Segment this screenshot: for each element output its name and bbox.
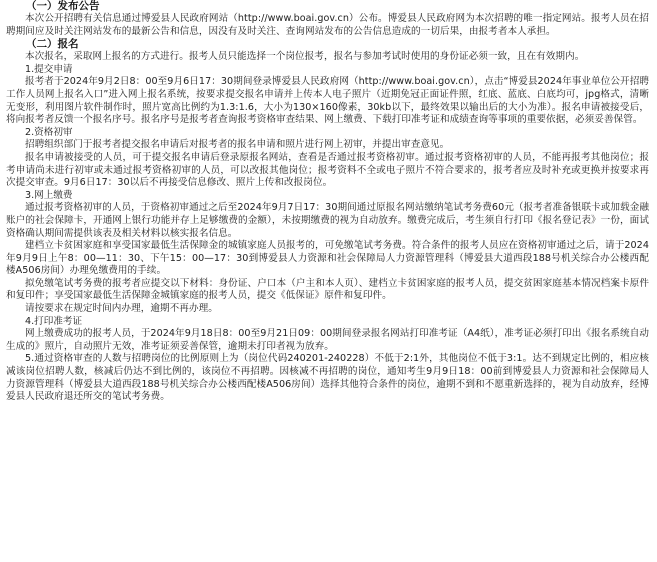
step-1	[6, 64, 649, 127]
section1-body: 本次公开招聘有关信息通过博爱县人民政府网站（http://www.boai.gov.cn）公布。博爱县人民政府网为本次招聘的唯一指定网站。报考人员在招聘期间应及时关注网站发布的最新公告和信息，因没有及时关注、查询网站发布的公告信息造成的一切后果，由报考者本人承担。	[6, 13, 649, 37]
step-1-paragraph-1: 报考者于2024年9月2日8：00至9月6日17：30期间登录博爱县人民政府网（http://www.boai.gov.cn），点击“博爱县2024年事业单位公开招聘工作人员网上报名入口”进入网上报名系统，按要求提交报名申请并上传本人电子照片（近期免冠正面证件照，红底、蓝底、白底均可，jpg格式，清晰无变形，利用图片软件制作时，照片宽高比例约为1.3:1.6，大小为130×160像素，30kb以下，最终效果以输出后的大小为准）。报名申请被接受后，将向报考者反馈一个报名序号。报名序号是报考者查询报考资格审查结果、网上缴费、下载打印准考证和成绩查询等事项的重要依据，必须妥善保管。	[6, 76, 649, 126]
step-3	[6, 190, 649, 316]
step-2-paragraph-2: 报名申请被接受的人员，可于提交报名申请后登录原报名网站，查看是否通过报考资格初审。通过报考资格初审的人员，不能再报考其他岗位；报考申请尚未进行初审或未通过报考资格初审的人员，可以改报其他岗位；报考资料不全或电子照片不符合要求的，报考者应及时补充或更换并按要求再次提交审查。9月6日17：30以后不再接受信息修改、照片上传和改报岗位。	[6, 151, 649, 189]
step-4-heading: 4.打印准考证	[25, 315, 83, 327]
step-3-paragraph-1: 通过报考资格初审的人员，于资格初审通过之后至2024年9月7日17：30期间通过原报名网站缴纳笔试考务费60元（报考者准备银联卡或加载金融账户的社会保障卡，开通网上银行功能并存上足够缴费的金额），未按期缴费的视为自动放弃。缴费完成后，考生须自行打印《报名登记表》一份，面试资格确认期间需提供该表及相关材料以核实报名信息。	[6, 202, 649, 239]
section1-title: （一）发布公告	[26, 0, 100, 12]
step-1-heading: 1.提交申请	[25, 63, 73, 75]
step-3-paragraph-3: 拟免缴笔试考务费的报考者应提交以下材料：身份证、户口本（户主和本人页）、建档立卡贫困家庭的报考人员，提交贫困家庭基本情况档案卡原件和复印件；享受国家最低生活保障金城镇家庭的报考人员，提交《低保证》原件和复印件。	[6, 277, 649, 302]
step-4-paragraph-1: 网上缴费成功的报考人员，于2024年9月18日8：00至9月21日09：00期间登录报名网站打印准考证（A4纸），准考证必须打印出《报名系统自动生成的》照片，自动照片无效，准考证须妥善保管，逾期未打印者视为放弃。	[6, 328, 649, 352]
step-5-paragraph-1: 5.通过资格审查的人数与招聘岗位的比例原则上为（岗位代码240201-240228）不低于2:1外，其他岗位不低于3:1。达不到规定比例的，相应核减该岗位招聘人数，核减后仍达不到比例的，该岗位不再招聘。因核减不再招聘的岗位，通知考生9月9日18：00前到博爱县人力资源和社会保障局人力资源管理科（博爱县大道西段188号机关综合办公楼西配楼A506房间）选择其他符合条件的岗位，逾期不到和不愿重新选择的，视为自动放弃，经博爱县人民政府退还所交的笔试考务费。	[6, 353, 649, 403]
step-2-paragraph-1: 招聘组织部门于报考者提交报名申请后对报考者的报名申请和照片进行网上初审，并提出审查意见。	[25, 139, 450, 151]
step-3-paragraph-2: 建档立卡贫困家庭和享受国家最低生活保障金的城镇家庭人员报考的，可免缴笔试考务费。符合条件的报考人员应在资格初审通过之后，请于2024年9月9日上午8：00—11：30、下午15：00—17：30到博爱县人力资源和社会保障局人力资源管理科（博爱县大道西段188号机关综合办公楼西配楼A506房间）办理免缴费用的手续。	[6, 240, 649, 277]
step-3-paragraph-4: 请按要求在规定时间内办理，逾期不再办理。	[25, 303, 218, 315]
step-2-heading: 2.资格初审	[25, 126, 73, 138]
section2-intro: 本次报名，采取网上报名的方式进行。报考人员只能选择一个岗位报考，报名与参加考试时使用的身份证必须一致，且在有效期内。	[25, 51, 585, 63]
step-2	[6, 127, 649, 190]
step-3-heading: 3.网上缴费	[25, 189, 73, 201]
section2-title: （二）报名	[26, 38, 79, 51]
step-5	[6, 353, 649, 403]
step-4	[6, 316, 649, 354]
